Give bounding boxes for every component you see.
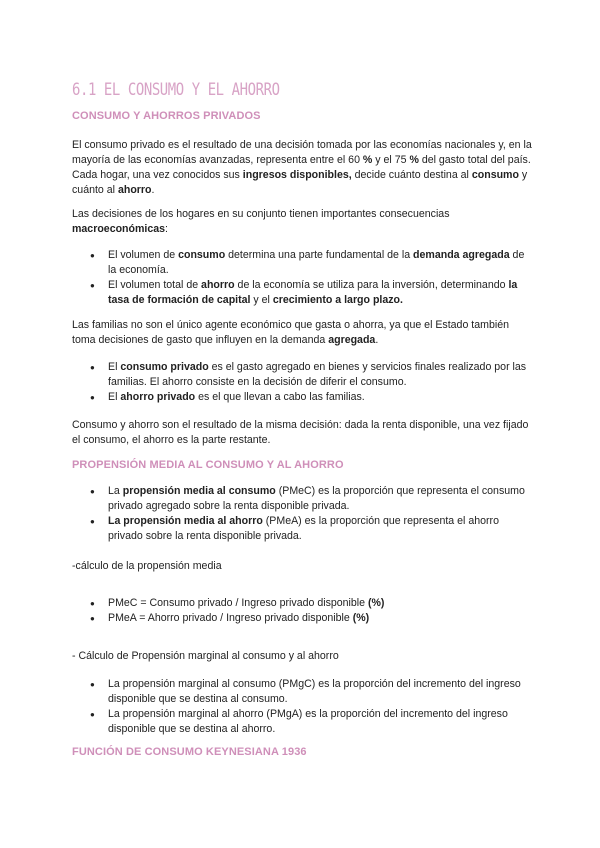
section-heading-propension-media: PROPENSIÓN MEDIA AL CONSUMO Y AL AHORRO xyxy=(72,459,344,471)
list-formulas-media xyxy=(72,596,532,626)
paragraph-familias: Las familias no son el único agente económico que gasta o ahorra, ya que el Estado también toma decisiones de gasto que influyen en la demanda agregada. xyxy=(72,319,509,346)
paragraph-consumo-privado: El consumo privado es el resultado de una decisión tomada por las economías nacionales y, en la mayoría de las economías avanzadas, representa entre el 60 % y el 75 % del gasto total del país. Cada hogar, una vez conocidos sus ingresos disponibles, decide cuánto destina al consumo y cuánto al ahorro. xyxy=(72,139,532,196)
bullet-icon: ● xyxy=(90,614,95,623)
bullet-icon: ● xyxy=(90,487,95,496)
list-item: ● El volumen de consumo determina una parte fundamental de la demanda agregada de la economía. xyxy=(90,249,525,276)
paragraph-decisiones-hogares: Las decisiones de los hogares en su conjunto tienen importantes consecuencias macroeconómicas: xyxy=(72,208,450,235)
page-title: 6.1 EL CONSUMO Y EL AHORRO xyxy=(72,80,280,100)
list-item: ● PMeA = Ahorro privado / Ingreso privado disponible (%) xyxy=(90,612,370,624)
bullet-icon: ● xyxy=(90,517,95,526)
list-item: ● El ahorro privado es el que llevan a cabo las familias. xyxy=(90,391,365,403)
list-propension-media xyxy=(72,484,532,544)
bullet-icon: ● xyxy=(90,363,95,372)
bullet-icon: ● xyxy=(90,393,95,402)
bullet-icon: ● xyxy=(90,281,95,290)
list-item: ● La propensión marginal al consumo (PMgC) es la proporción del incremento del ingreso disponible que se destina al consumo. xyxy=(90,678,521,705)
section-heading-consumo-ahorros: CONSUMO Y AHORROS PRIVADOS xyxy=(72,110,261,122)
list-item: ● PMeC = Consumo privado / Ingreso privado disponible (%) xyxy=(90,597,385,609)
list-item: ● La propensión media al ahorro (PMeA) es la proporción que representa el ahorro privado sobre la renta disponible privada. xyxy=(90,515,499,542)
bullet-icon: ● xyxy=(90,710,95,719)
section-heading-funcion-keynesiana: FUNCIÓN DE CONSUMO KEYNESIANA 1936 xyxy=(72,746,307,758)
list-item: ● El consumo privado es el gasto agregado en bienes y servicios finales realizado por las familias. El ahorro consiste en la decisión de diferir el consumo. xyxy=(90,361,527,388)
list-item: ● La propensión marginal al ahorro (PMgA) es la proporción del incremento del ingreso disponible que se destina al ahorro. xyxy=(90,708,508,735)
paragraph-calculo-media: -cálculo de la propensión media xyxy=(72,560,222,572)
bullet-icon: ● xyxy=(90,251,95,260)
list-propension-marginal xyxy=(72,677,532,737)
bullet-icon: ● xyxy=(90,680,95,689)
list-item: ● El volumen total de ahorro de la economía se utiliza para la inversión, determinando la tasa de formación de capital y el crecimiento a largo plazo. xyxy=(90,279,518,306)
list-item: ● La propensión media al consumo (PMeC) es la proporción que representa el consumo privado agregado sobre la renta disponible privada. xyxy=(90,485,525,512)
list-consecuencias xyxy=(72,248,532,308)
list-consumo-ahorro-privado xyxy=(72,360,532,405)
paragraph-consumo-y-ahorro: Consumo y ahorro son el resultado de la misma decisión: dada la renta disponible, una vez fijado el consumo, el ahorro es la parte restante. xyxy=(72,419,529,446)
paragraph-calculo-marginal: - Cálculo de Propensión marginal al consumo y al ahorro xyxy=(72,650,339,662)
bullet-icon: ● xyxy=(90,599,95,608)
